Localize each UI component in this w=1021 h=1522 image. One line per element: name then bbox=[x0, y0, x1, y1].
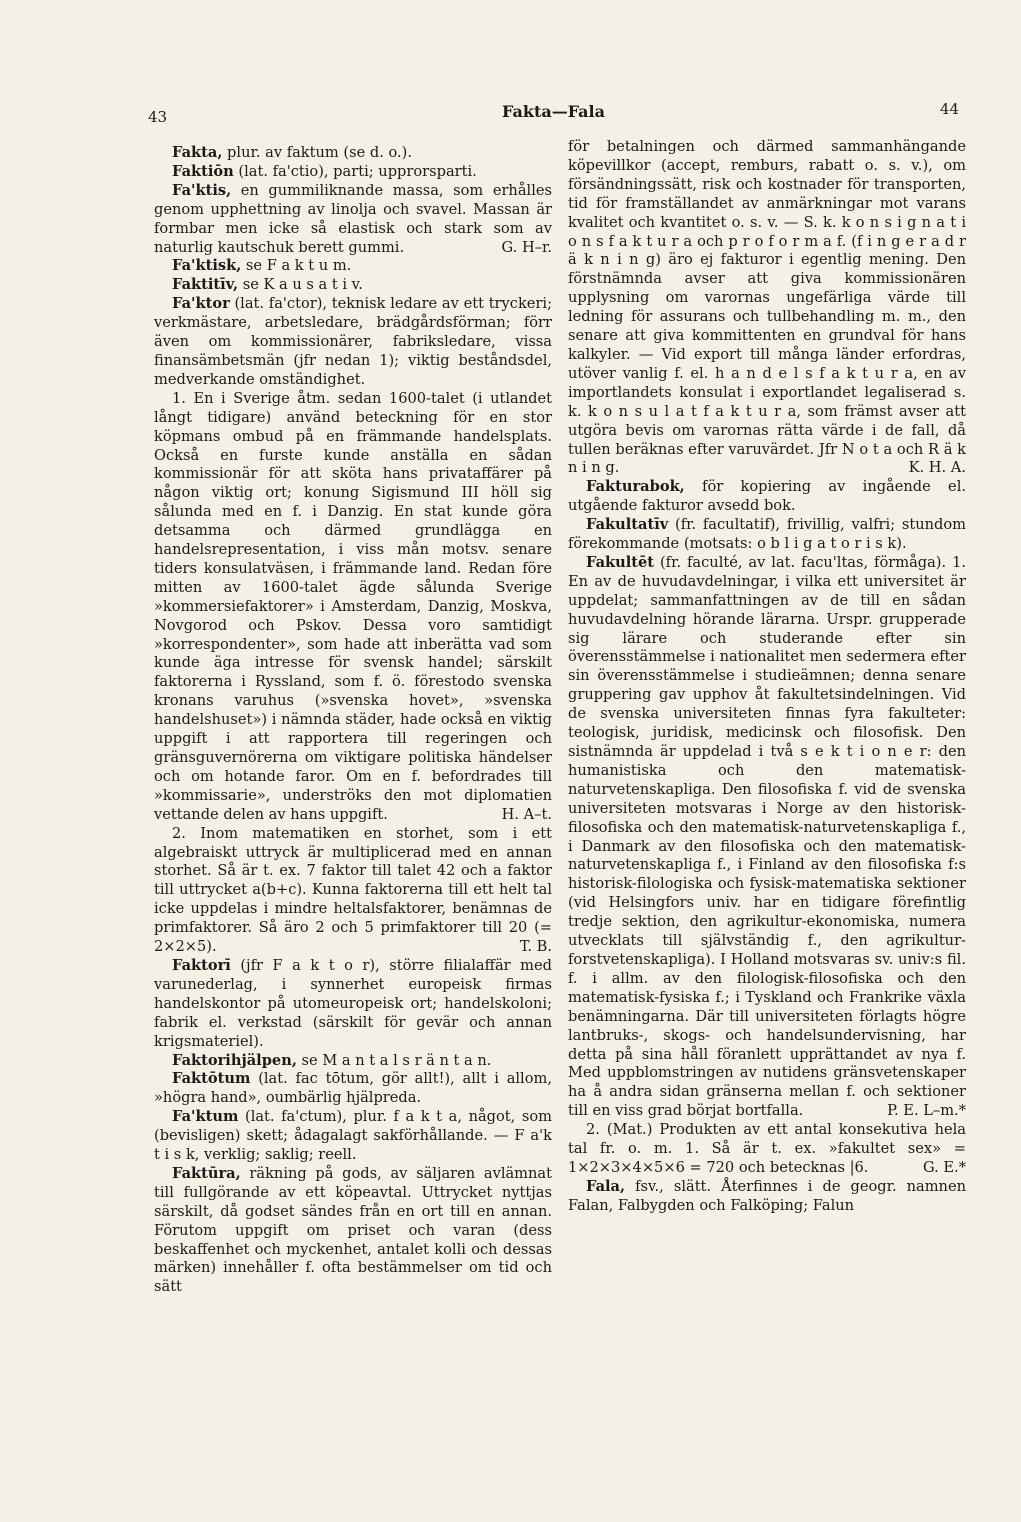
left-column bbox=[154, 144, 552, 1297]
dictionary-entry bbox=[154, 144, 552, 163]
author-signature: H. A–t. bbox=[501, 805, 552, 823]
entry-text: (jfr F a k t o r), större filialaffär med varunederlag, i synnerhet europeisk firmas handelskontor på utomeuropeisk ort; handelskoloni; fabrik el. verkstad (särskilt för gevär och annan krigsmateriel). bbox=[154, 956, 552, 1050]
entry-text: se F a k t u m. bbox=[241, 257, 352, 275]
dictionary-entry bbox=[154, 957, 552, 1052]
entry-text: (fr. facultatif), frivillig, valfri; stundom förekommande (motsats: o b l i g a t o r i s k). bbox=[568, 516, 966, 553]
entry-text: (lat. fa'ctio), parti; upprorsparti. bbox=[233, 162, 477, 180]
entry-headword: Fa'ktor bbox=[172, 295, 230, 313]
entry-headword: Fa'ktum bbox=[172, 1108, 239, 1126]
entry-text: räkning på gods, av säljaren avlämnat till fullgörande av ett köpeavtal. Uttrycket nyttjas särskilt, då godset sändes från en ort till en annan. Förutom uppgift om priset och varan (dess beskaffenhet och myckenhet, antalet kolli och dessas märken) innehåller f. ofta bestämmelser om tid och sätt bbox=[154, 1164, 552, 1296]
entry-headword: Faktitīv, bbox=[172, 276, 239, 294]
author-signature: G. H–r. bbox=[501, 238, 552, 256]
entry-text: för betalningen och därmed sammanhängande köpevillkor (accept, remburs, rabatt o. s. v.), om försändningssätt, risk och kostnader för transporten, tid för framställandet av anmärkningar mot varans kvalitet och kvantitet o. s. v. — S. k. k o n s i g n a t i o n s f a k t u r a och p r o f o r m a f. (f i n g e r a d r ä k n i n g) äro ej fakturor i egentlig mening. Den förstnämnda avser att giva kommissionären upplysning om varornas ungefärliga värde till ledning för assurans och tullbehandling m. m., den senare att giva kommittenten en grundval för hans kalkyler. — Vid export till många länder erfordras, utöver vanlig f. el. h a n d e l s f a k t u r a, en av importlandets konsulat i exportlandet legaliserad s. k. k o n s u l a t f a k t u r a, som främst avser att utgöra bevis om varornas rätta värde i de fall, då tullen beräknas efter varuvärdet. Jfr N o t a och R ä k n i n g. bbox=[568, 138, 966, 477]
entry-text: för kopiering av ingående el. utgående fakturor avsedd bok. bbox=[568, 478, 966, 515]
entry-text: plur. av faktum (se d. o.). bbox=[222, 144, 412, 161]
entry-text: 1. En i Sverige åtm. sedan 1600-talet (i utlandet långt tidigare) använd beteckning för en stor köpmans ombud på en främmande handelsplats. Också en furste kunde anställa en sådan kommissionär för att sköta hans privataffärer på någon viktig ort; konung Sigismund III höll sig sålunda med en f. i Danzig. En stat kunde göra detsamma och därmed grundlägga en handelsrepresentation, i viss mån motsv. senare tiders konsulatväsen, i främmande land. Redan före mitten av 1600-talet ägde sålunda Sverige »kommersiefaktorer» i Amsterdam, Danzig, Moskva, Novgorod och Pskov. Dessa voro samtidigt »korrespondenter», som hade att inberätta vad som kunde äga intresse för svensk handel; särskilt faktorerna i Ryssland, som f. ö. förestodo svenska kronans varuhus (»svenska hovet», »svenska handelshuset») i nämnda städer, hade också en viktig uppgift i att rapportera till regeringen och gränsguvernörerna om viktigare politiska händelser och om hotande faror. Om en f. befordrades till »kommissarie», underströks den mot diplomatien vettande delen av hans uppgift. bbox=[154, 389, 552, 823]
dictionary-entry bbox=[154, 257, 552, 276]
entry-text: en gummiliknande massa, som erhålles genom upphettning av linolja och svavel. Massan är formbar men icke så elastisk och stark som av naturlig kautschuk berett gummi. bbox=[154, 181, 552, 256]
entry-headword: Fa'ktis, bbox=[172, 181, 232, 199]
dictionary-entry bbox=[154, 1052, 552, 1071]
author-signature: T. B. bbox=[519, 938, 552, 956]
entry-text: (lat. fa'ctum), plur. f a k t a, något, som (bevisligen) skett; ådagalagt sakförhållande. — F a'k t i s k, verklig; saklig; reell. bbox=[154, 1108, 552, 1164]
entry-text: (fr. faculté, av lat. facu'ltas, förmåga). 1. En av de huvudavdelningar, i vilka ett universitet är uppdelat; sammanfattningen av de till en sådan huvudavdelning hörande lärarna. Urspr. grupperade sig lärare och studerande efter sin överensstämmelse i nationalitet men sedermera efter sin överensstämmelse i studieämnen; denna senare gruppering gav upphov åt fakultetsindelningen. Vid de svenska universiteten finnas fyra fakulteter: teologisk, juridisk, medicinsk och filosofisk. Den sistnämnda är uppdelad i två s e k t i o n e r: den humanistiska och den matematisk-naturvetenskapliga. Den filosofiska f. vid de svenska universiteten motsvaras i Norge av den historisk-filosofiska och den matematisk-naturvetenskapliga f., i Danmark av den filosofiska och den matematisk-naturvetenskapliga f., i Finland av den filosofiska f:s historisk-filologiska och fysisk-matematiska sektioner (vid Helsingfors univ. har en tidigare förefintlig tredje sektion, den agrikultur-ekonomiska, numera utvecklats till självständig f., den agrikultur-forstvetenskapliga). I Holland motsvaras sv. univ:s fil. f. i allm. av den filologisk-filosofiska och den matematisk-fysiska f.; i Tyskland och Frankrike växla benämningarna. Där till universiteten förlagts högre lantbruks-, skogs- och handelsundervisning, har detta på sina håll föranlett upprättandet av nya f. Med uppblomstringen av nutidens gränsvetenskaper ha å andra sidan gränserna mellan f. och sektioner till en viss grad börjat bortfalla. bbox=[568, 553, 966, 1120]
entry-headword: Fa'ktisk, bbox=[172, 257, 242, 275]
entry-text: se M a n t a l s r ä n t a n. bbox=[296, 1051, 492, 1069]
dictionary-entry bbox=[154, 1108, 552, 1165]
dictionary-entry bbox=[154, 825, 552, 957]
dictionary-entry bbox=[568, 554, 966, 1121]
page-number-right: 44 bbox=[939, 100, 959, 118]
dictionary-entry bbox=[568, 138, 966, 478]
entry-headword: Faktiōn bbox=[172, 162, 234, 180]
entry-headword: Fakturabok, bbox=[586, 478, 685, 496]
entry-text: 2. Inom matematiken en storhet, som i ett algebraiskt uttryck är multiplicerad med en annan storhet. Så är t. ex. 7 faktor till talet 42 och a faktor till uttrycket a(b+c). Kunna faktorerna till ett helt tal icke uppdelas i mindre heltalsfaktorer, benämnas de primfaktorer. Så äro 2 och 5 primfaktorer till 20 (= 2×2×5). bbox=[154, 824, 552, 956]
entry-headword: Faktōtum bbox=[172, 1070, 251, 1088]
dictionary-entry bbox=[568, 478, 966, 516]
dictionary-entry bbox=[154, 1165, 552, 1297]
dictionary-entry bbox=[568, 516, 966, 554]
dictionary-entry bbox=[154, 1070, 552, 1108]
dictionary-entry bbox=[154, 390, 552, 825]
right-column bbox=[568, 138, 966, 1216]
entry-headword: Fala, bbox=[586, 1177, 626, 1195]
entry-text: 2. (Mat.) Produkten av ett antal konsekutiva hela tal fr. o. m. 1. Så är t. ex. »fakultet sex» = 1×2×3×4×5×6 = 720 och betecknas |6. bbox=[568, 1121, 966, 1176]
entry-text: fsv., slätt. Återfinnes i de geogr. namnen Falan, Falbygden och Falköping; Falun bbox=[568, 1177, 966, 1214]
entry-text: (lat. fac tōtum, gör allt!), allt i allom, »högra hand», oumbärlig hjälpreda. bbox=[154, 1070, 552, 1107]
author-signature: G. E.* bbox=[922, 1158, 966, 1176]
entry-text: se K a u s a t i v. bbox=[238, 276, 363, 294]
author-signature: P. E. L–m.* bbox=[887, 1102, 966, 1120]
entry-headword: Fakta, bbox=[172, 144, 223, 161]
entry-text: (lat. fa'ctor), teknisk ledare av ett tryckeri; verkmästare, arbetsledare, brädgårdsförman; förr även om kommissionärer, fabriksledare, vissa finansämbetsmän (jfr nedan 1); viktig beståndsdel, medverkande omständighet. bbox=[154, 295, 552, 388]
entry-headword: Fakultēt bbox=[586, 553, 655, 571]
author-signature: K. H. A. bbox=[908, 459, 966, 477]
running-title: Fakta—Fala bbox=[502, 102, 605, 121]
dictionary-entry bbox=[154, 182, 552, 258]
dictionary-entry bbox=[154, 163, 552, 182]
page-number-left: 43 bbox=[148, 108, 168, 126]
dictionary-entry bbox=[154, 276, 552, 295]
entry-headword: Faktorī bbox=[172, 956, 231, 974]
entry-headword: Fakultatīv bbox=[586, 516, 669, 534]
dictionary-entry bbox=[154, 295, 552, 390]
entry-headword: Faktūra, bbox=[172, 1164, 241, 1182]
dictionary-entry bbox=[568, 1121, 966, 1178]
page-header bbox=[148, 100, 959, 134]
entry-headword: Faktorihjälpen, bbox=[172, 1051, 297, 1069]
dictionary-entry bbox=[568, 1178, 966, 1216]
